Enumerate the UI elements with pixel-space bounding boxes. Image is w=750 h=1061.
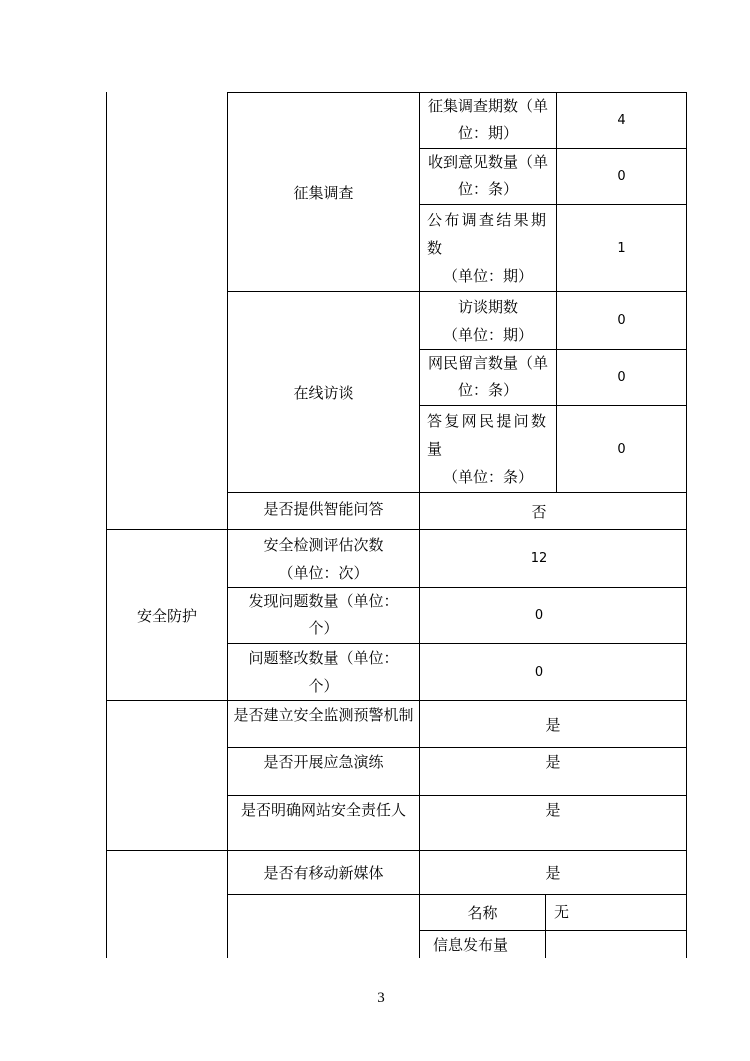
security-value-cell <box>419 587 687 644</box>
indicator-value: 12 <box>530 551 548 566</box>
detail-label-cell <box>419 894 546 931</box>
group-cell-survey <box>227 92 420 292</box>
value-cell <box>556 204 687 292</box>
security-value-cell <box>419 529 687 588</box>
indicator-value: 0 <box>617 313 626 328</box>
group-cell-interview <box>227 291 420 493</box>
indicator-label-line: 位：条） <box>457 180 518 198</box>
indicator-label-line: 安全检测评估次数 <box>263 536 384 554</box>
indicator-value: 0 <box>617 441 626 457</box>
indicator-cell <box>419 204 557 292</box>
category-cell-empty <box>106 700 228 851</box>
mechanism-value-cell <box>419 747 687 796</box>
new-media-group-cell <box>227 894 420 958</box>
indicator-label-line: （单位：期） <box>442 267 533 285</box>
mechanism-label-cell <box>227 747 420 796</box>
new-media-value: 是 <box>545 864 561 882</box>
detail-label-name: 名称 <box>467 904 498 922</box>
value-cell <box>556 148 687 205</box>
indicator-value: 0 <box>534 608 544 623</box>
indicator-label-line: （单位：次） <box>278 564 369 582</box>
smart-qa-label-cell <box>227 492 420 530</box>
indicator-label-line: 网民留言数量（单 <box>427 354 548 372</box>
indicator-label-line: 量 <box>427 440 443 458</box>
category-cell-empty <box>106 850 228 958</box>
indicator-label-line: 数 <box>427 239 443 257</box>
indicator-value: 0 <box>534 664 544 680</box>
detail-value-name: 无 <box>554 903 570 921</box>
mechanism-value-cell <box>419 700 687 748</box>
security-indicator-cell <box>227 529 420 588</box>
indicator-label-line: （单位：条） <box>442 468 533 486</box>
category-cell-security <box>106 529 228 701</box>
mechanism-label: 是否明确网站安全责任人 <box>240 801 406 819</box>
value-cell <box>556 405 687 493</box>
new-media-label-cell <box>227 850 420 895</box>
mechanism-label-cell <box>227 700 420 748</box>
indicator-cell <box>419 405 557 493</box>
value-cell <box>556 349 687 406</box>
mechanism-label: 是否建立安全监测预警机制 <box>233 706 414 724</box>
security-indicator-cell <box>227 587 420 644</box>
page-number: 3 <box>377 990 385 1006</box>
mechanism-label: 是否开展应急演练 <box>263 753 384 771</box>
indicator-label-line: 访谈期数 <box>457 298 518 316</box>
group-label-interview: 在线访谈 <box>293 383 354 402</box>
security-indicator-cell <box>227 643 420 701</box>
detail-label-publish-count: 信息发布量 <box>432 936 508 954</box>
indicator-value: 0 <box>617 169 626 184</box>
indicator-value: 0 <box>617 370 626 385</box>
smart-qa-label: 是否提供智能问答 <box>263 499 384 518</box>
category-cell-continued <box>106 92 228 530</box>
indicator-label-line: 位：期） <box>457 124 518 142</box>
detail-label-cell <box>419 930 546 958</box>
indicator-label-line: 发现问题数量（单位： <box>248 592 399 610</box>
mechanism-label-cell <box>227 795 420 851</box>
value-cell <box>556 291 687 350</box>
group-label-survey: 征集调查 <box>293 183 354 202</box>
smart-qa-value-cell <box>419 492 687 530</box>
security-value-cell <box>419 643 687 701</box>
indicator-cell <box>419 349 557 406</box>
new-media-label: 是否有移动新媒体 <box>263 864 384 882</box>
category-label-security: 安全防护 <box>136 606 197 625</box>
indicator-label-line: （单位：期） <box>442 326 533 344</box>
indicator-cell <box>419 291 557 350</box>
mechanism-value: 是 <box>545 753 561 771</box>
indicator-cell <box>419 92 557 149</box>
indicator-cell <box>419 148 557 205</box>
smart-qa-value: 否 <box>531 502 547 521</box>
indicator-label-line: 个） <box>308 677 339 695</box>
detail-value-cell <box>545 894 687 931</box>
indicator-value: 1 <box>617 240 626 256</box>
indicator-label-line: 答复网民提问数 <box>427 412 546 430</box>
indicator-label-line: 位：条） <box>457 381 518 399</box>
indicator-label-line: 问题整改数量（单位： <box>248 649 399 667</box>
indicator-value: 4 <box>617 113 626 128</box>
new-media-value-cell <box>419 850 687 895</box>
mechanism-value-cell <box>419 795 687 851</box>
indicator-label-line: 征集调查期数（单 <box>427 97 548 115</box>
value-cell <box>556 92 687 149</box>
detail-value-cell <box>545 930 687 958</box>
indicator-label-line: 个） <box>308 619 339 637</box>
indicator-label-line: 公布调查结果期 <box>427 211 546 229</box>
indicator-label-line: 收到意见数量（单 <box>427 153 548 171</box>
mechanism-value: 是 <box>545 801 561 819</box>
mechanism-value: 是 <box>545 715 561 734</box>
